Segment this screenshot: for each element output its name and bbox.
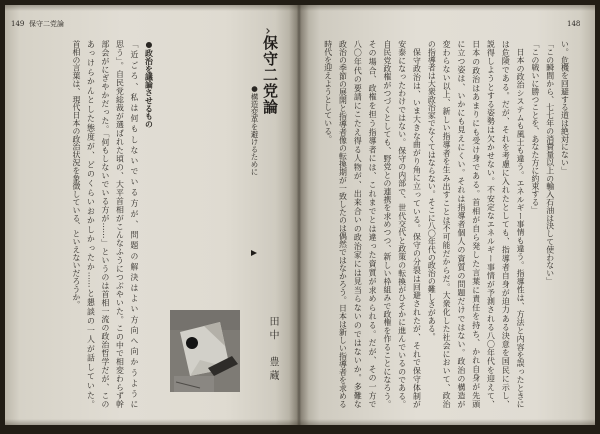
right-body-column: は危険である。だが、それを考慮に入れたとしても、指導者自身が迫力ある決意を国民に示し、 xyxy=(501,40,511,408)
right-body-column: 日本の政治システムも風土も違う。エネルギー事情も違う。指導性は、方法と内容を誤ったときに xyxy=(516,47,526,408)
left-body-column: あっけらかんとした態度が、どのくらいおかしかったか……と懇談の一人が話していた。 xyxy=(86,40,96,408)
article-title: 保守二党論 xyxy=(261,35,279,115)
illustration-dark-spot xyxy=(186,337,198,349)
illustration-texture-patch xyxy=(174,376,214,392)
right-body-column: 「この瞬間から、七七年の消費量以上の輸入石油は決して使わない」 xyxy=(545,40,555,285)
book-gutter xyxy=(289,5,309,425)
article-subtitle: ●構造変革を避けるために xyxy=(250,84,259,176)
left-body-column: 思う」。自民党総裁が選ばれた頃の、大平首相がこんなふうにつぶやいた。この中で相変わらず幹 xyxy=(115,40,125,408)
right-body-column: 自民党政権がつづくとしても、野党との連携を求めつつ、新しい枠組みで政権を作ることになろう。 xyxy=(382,40,392,408)
section-heading: ●政治を議論させるもの xyxy=(144,40,154,128)
triangle-marker-icon xyxy=(251,250,257,256)
left-body-column: 部会がにぎやかだった。「何もしないでいる方が……」というのは首相一流の政治哲学だが、この xyxy=(101,40,110,408)
right-body-column: に立つ姿は、いかにも見えにくい。それは指導者個人の資質の問題だけではない。政治の構造が xyxy=(456,40,466,408)
article-author: 田中 豊蔵 xyxy=(267,316,278,384)
right-body-column: 政治の季節の展開と指導者像の転換期が一致したのは偶然ではなかろう。日本は新しい指導者を求める xyxy=(338,40,348,408)
left-running-title: 保守二党論 xyxy=(29,20,64,28)
right-body-column: 「この戦いに勝つことを、あなた方に約束する」 xyxy=(530,40,540,214)
page-top-edge-shade xyxy=(5,5,595,11)
right-body-column: 保守政治は、いま大きな曲がり角に立っている。保守の分裂は回避されたが、それで保守体制が xyxy=(412,47,422,408)
right-body-column: その場合、政権を担う指導者には、これまでとは違った資質が求められる。だが、その一方で xyxy=(368,40,378,408)
left-page-number: 149 xyxy=(11,20,25,28)
right-body-column: い。危機を回避する道は絶対にない」 xyxy=(560,40,570,175)
article-illustration xyxy=(170,310,240,392)
right-body-column: の指導者は大衆政治家でなくてはならない。そこに八〇年代の政治の難しさがある。 xyxy=(427,40,437,341)
right-body-column: 八〇年代の要請にこたえ得る人物が、出来合いの政治家には見当らないのではないか。多難な xyxy=(353,40,363,408)
right-body-column: 説得しようとする姿勢は欠かせない。不安定なエネルギー事情が予測される八〇年代を迎えて、 xyxy=(486,40,496,408)
right-body-column: 日本の政治はあまりにも受け身である。首相が自ら発した言葉に責任を持ち、かれ自身が先頭 xyxy=(471,40,481,408)
right-body-column: 変わらない以上、新しい指導者を生み出すことは不可能だからだ。大衆化した社会において、政治 xyxy=(442,40,452,408)
right-body-column: 安泰になったわけではない。保守の内部で、世代交代と政策の転換がひそかに進んでいるのである。 xyxy=(397,40,407,408)
left-body-column: 「近ごろ、私は何もしないでいる方が、問題の解決はよい方向へ向かうように xyxy=(130,40,139,408)
left-body-column: 首相の言葉は、現代日本の政治状況を象徴している、といえないだろうか。 xyxy=(72,40,81,309)
right-page-number: 148 xyxy=(567,20,581,28)
right-body-column: 時代を迎えようとしている。 xyxy=(323,40,333,143)
page-bottom-edge-shade xyxy=(5,419,595,425)
